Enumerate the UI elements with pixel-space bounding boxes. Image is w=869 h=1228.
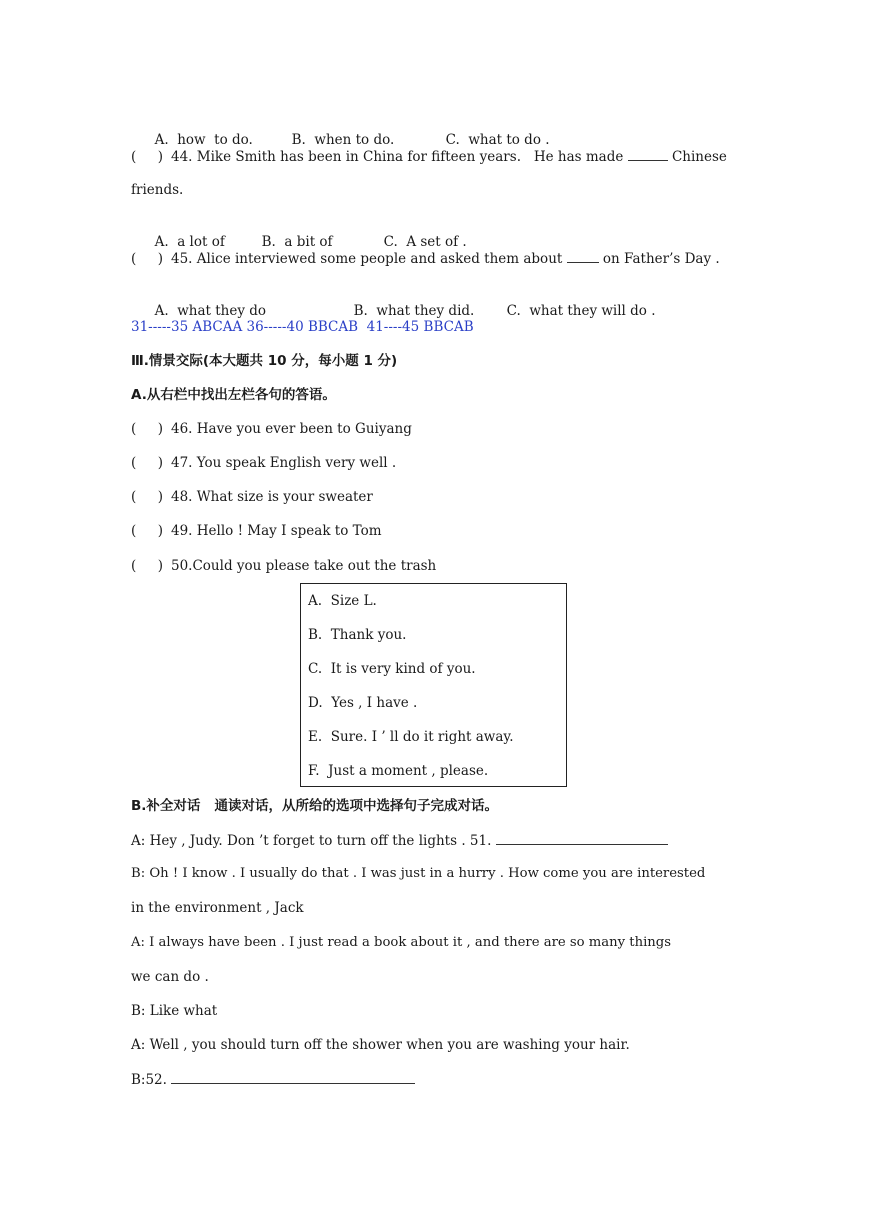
q44-text-after: Chinese (667, 149, 727, 165)
q45-text-after: on Father’s Day . (598, 251, 720, 267)
q44-question (131, 147, 727, 166)
dialogue-line-6: B: Like what (131, 1003, 218, 1019)
q44-options (146, 215, 467, 251)
question-text: 47. You speak English very well . (171, 455, 397, 471)
q44-option-b: B. a bit of (261, 234, 333, 250)
q44-option-c: C. A set of . (383, 234, 467, 250)
answer-blank (567, 249, 599, 263)
question-46 (131, 420, 412, 438)
part-b-title: B.补全对话 通读对话，从所给的选项中选择句子完成对话。 (131, 798, 499, 814)
section-title: Ⅲ.情景交际(本大题共 10 分，每小题 1 分) (131, 353, 398, 369)
q43-option-b: B. when to do. (291, 132, 395, 148)
answer-blank-52 (171, 1070, 415, 1084)
q44-option-a: A. a lot of (154, 234, 225, 250)
answer-key: 31-----35 ABCAA 36-----40 BBCAB 41----45 BBCAB (131, 319, 474, 335)
dialogue-line-1 (131, 831, 668, 850)
answer-blank-51 (496, 831, 668, 845)
part-a-title: A.从右栏中找出左栏各句的答语。 (131, 387, 336, 403)
question-text: 48. What size is your sweater (171, 489, 373, 505)
question-48 (131, 488, 373, 506)
q43-option-c: C. what to do . (445, 132, 550, 148)
options-box (300, 583, 567, 787)
dialogue-line-4: A: I always have been . I just read a book about it , and there are so many things (131, 935, 672, 950)
answer-paren: ( ) (131, 523, 163, 539)
option-c: C. It is very kind of you. (308, 661, 476, 677)
q44-continuation: friends. (131, 182, 184, 198)
answer-paren: ( ) (131, 489, 163, 505)
question-text: 50.Could you please take out the trash (171, 558, 437, 574)
option-e: E. Sure. I ’ ll do it right away. (308, 729, 514, 745)
dialogue-line-5: we can do . (131, 969, 209, 985)
dialogue-line-2: B: Oh ! I know . I usually do that . I was just in a hurry . How come you are interested (131, 866, 706, 881)
answer-paren: ( ) (131, 455, 163, 471)
question-text: 46. Have you ever been to Guiyang (171, 421, 412, 437)
option-a: A. Size L. (308, 593, 377, 609)
question-text: 49. Hello ! May I speak to Tom (171, 523, 382, 539)
answer-blank (628, 147, 668, 161)
q45-question (131, 249, 720, 268)
q43-option-a: A. how to do. (154, 132, 253, 148)
answer-paren: ( ) (131, 558, 163, 574)
q45-option-c: C. what they will do . (506, 303, 656, 319)
question-50 (131, 557, 436, 575)
dialogue-line-7: A: Well , you should turn off the shower when you are washing your hair. (131, 1037, 630, 1053)
dialogue-line-8 (131, 1070, 415, 1089)
answer-paren: ( ) (131, 149, 163, 165)
option-f: F. Just a moment , please. (308, 763, 489, 779)
q43-options (146, 113, 550, 149)
q45-options (146, 284, 656, 320)
option-d: D. Yes , I have . (308, 695, 418, 711)
q45-option-b: B. what they did. (353, 303, 475, 319)
question-47 (131, 454, 396, 472)
answer-paren: ( ) (131, 251, 163, 267)
q45-text: 45. Alice interviewed some people and asked them about (171, 251, 567, 267)
dialogue-text: A: Hey , Judy. Don ’t forget to turn off the lights . 51. (131, 833, 496, 849)
question-49 (131, 522, 382, 540)
option-b: B. Thank you. (308, 627, 407, 643)
answer-paren: ( ) (131, 421, 163, 437)
dialogue-line-3: in the environment , Jack (131, 900, 304, 916)
dialogue-text: B:52. (131, 1072, 172, 1088)
q44-text: 44. Mike Smith has been in China for fifteen years. He has made (171, 149, 628, 165)
q45-option-a: A. what they do (154, 303, 267, 319)
